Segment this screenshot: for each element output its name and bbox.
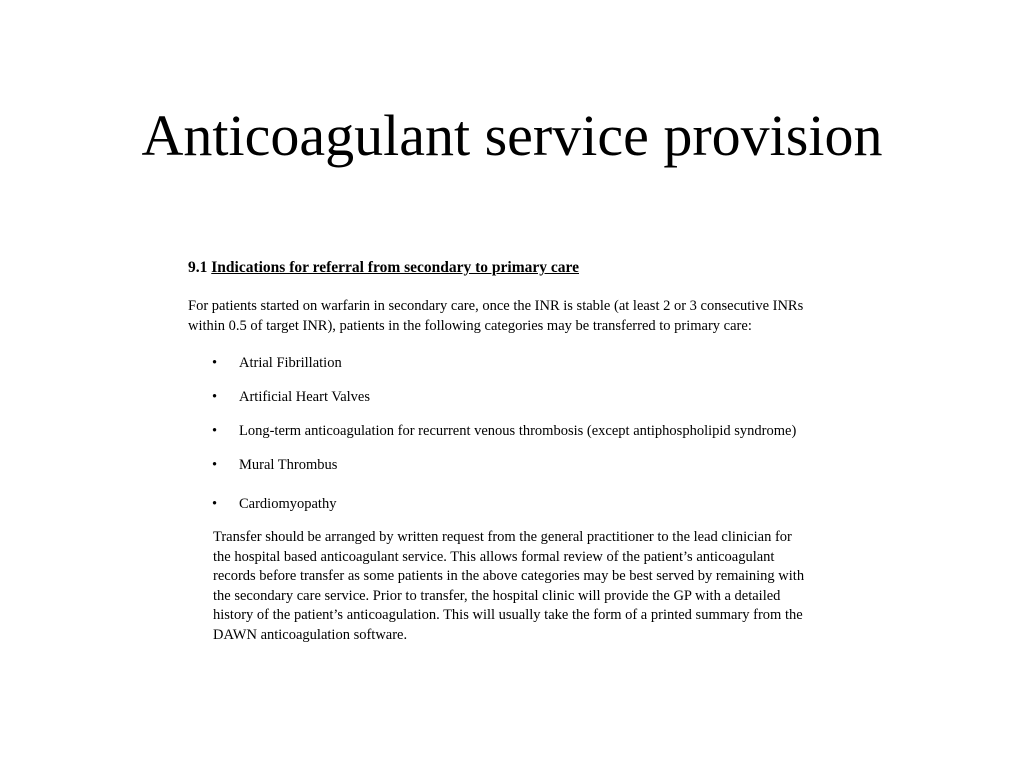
bullet-icon: •: [212, 355, 218, 371]
document-section: [188, 256, 808, 646]
bullet-icon: •: [212, 389, 218, 405]
section-heading: [188, 256, 808, 280]
list-item: [212, 421, 808, 441]
section-heading-text: Indications for referral from secondary to primary care: [211, 259, 580, 276]
category-label: Mural Thrombus: [239, 457, 338, 473]
section-number: 9.1: [188, 259, 208, 276]
list-item: [212, 387, 808, 407]
bullet-icon: •: [212, 457, 218, 473]
referral-category-list: [188, 353, 808, 514]
category-label: Atrial Fibrillation: [239, 355, 342, 371]
transfer-paragraph: Transfer should be arranged by written request from the general practitioner to the lead clinician for the hospital based anticoagulant service. This allows formal review of the patient’s anticoagulant records before transfer as some patients in the above categories may be best served by remaining with the secondary care service. Prior to transfer, the hospital clinic will provide the GP with a detailed history of the patient’s anticoagulation. This will usually take the form of a printed summary from the DAWN anticoagulation software.: [213, 529, 805, 643]
category-label: Artificial Heart Valves: [239, 389, 370, 405]
list-item: [212, 455, 808, 475]
slide-title: Anticoagulant service provision: [141, 103, 883, 168]
intro-paragraph: For patients started on warfarin in secondary care, once the INR is stable (at least 2 or 3 consecutive INRs within 0.5 of target INR), patients in the following categories may be transferred to primary care:: [188, 298, 804, 334]
bullet-icon: •: [212, 423, 218, 439]
list-item: [212, 353, 808, 373]
category-label: Cardiomyopathy: [239, 496, 337, 512]
category-label: Long-term anticoagulation for recurrent venous thrombosis (except antiphospholipid syndrome): [239, 423, 797, 439]
list-item: [212, 494, 808, 514]
bullet-icon: •: [212, 496, 218, 512]
